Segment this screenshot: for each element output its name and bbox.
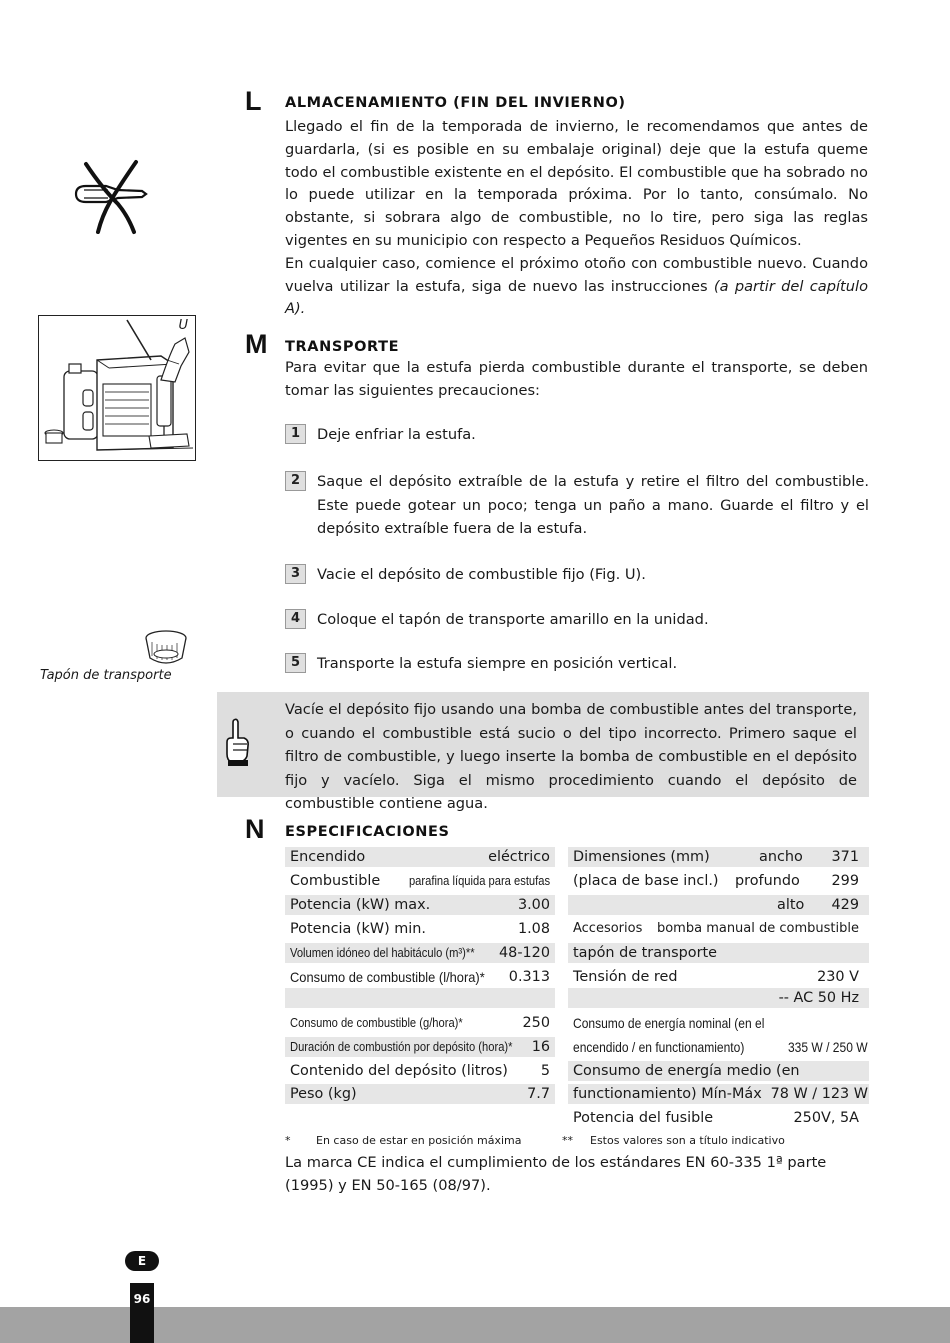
spec-row-fusible: [568, 1108, 869, 1128]
spec-value: [775, 1037, 868, 1058]
transport-cap-caption: Tapón de transporte: [40, 668, 172, 683]
spec-sublabel: profundo: [735, 873, 800, 889]
spec-row-medio: [568, 1061, 869, 1081]
step-text: Coloque el tapón de transporte amarillo en la unidad.: [317, 611, 709, 628]
spec-row-medio-2: [568, 1084, 869, 1104]
spec-label: Tensión de red: [573, 969, 678, 985]
spec-label-text: Consumo de combustible (l/hora)*: [290, 969, 485, 985]
spec-label: Potencia (kW) max.: [290, 897, 431, 913]
footnote-1-mark: *: [285, 1134, 291, 1147]
page-number: 96: [133, 1292, 151, 1306]
spec-label: Potencia del fusible: [573, 1110, 714, 1126]
spec-sublabel: alto: [777, 897, 805, 913]
spec-sublabel: ancho: [759, 849, 803, 865]
section-l-paragraph: [285, 116, 868, 321]
footnote-2-mark: **: [562, 1134, 573, 1147]
spec-label-text: Volumen idóneo del habitáculo (m³)**: [290, 945, 475, 960]
spec-value: eléctrico: [488, 849, 550, 865]
step-text: Saque el depósito extraíble de la estufa y retire el filtro del combustible. Este puede gotear un poco; tenga un paño a mano. Guarde el filtro y el depósito extraíble fuera de la estufa.: [317, 473, 869, 537]
spec-row-tension: [568, 967, 869, 987]
footnote-2: Estos valores son a título indicativo: [590, 1134, 785, 1147]
section-m-title: TRANSPORTE: [285, 339, 400, 355]
step-text: Deje enfriar la estufa.: [317, 426, 476, 443]
spec-value: 78 W / 123 W: [770, 1086, 868, 1102]
spec-row-consumo-l: [285, 967, 555, 987]
step-text: Vacie el depósito de combustible fijo (Fig. U).: [317, 566, 646, 583]
section-m-letter: M: [245, 329, 268, 359]
spec-value: 48-120: [499, 945, 550, 961]
spec-value: 0.313: [508, 969, 550, 985]
spec-value: 250: [522, 1015, 550, 1031]
spec-label: Potencia (kW) min.: [290, 921, 426, 937]
section-l-paragraph-text: Llegado el fin de la temporada de invierno, le recomendamos que antes de guardarla, (si es posible en su embalaje original) deje que la estufa queme todo el combustible existente en el depósito. El combustible que ha sobrado no lo puede utilizar en la temporada próxima. Por lo tanto, consúmalo. No obstante, si sobrara algo de combustible, no lo tire, pero siga las reglas vigentes en su municipio con respecto a Pequeños Residuos Químicos.: [285, 118, 868, 249]
spec-label: tapón de transporte: [573, 945, 718, 961]
spec-value: 250V, 5A: [793, 1110, 859, 1126]
spec-row-accesorios: [568, 919, 869, 939]
section-l-paragraph2-text: En cualquier caso, comience el próximo otoño con combustible nuevo. Cuando vuelva utilizar la estufa, siga de nuevo las instrucciones: [285, 254, 868, 295]
spec-label-text: Consumo de combustible (g/hora)*: [290, 1015, 463, 1030]
section-l-title: ALMACENAMIENTO (FIN DEL INVIERNO): [285, 95, 626, 111]
spec-label: [573, 1037, 772, 1058]
spec-label: [290, 1013, 491, 1033]
transport-cap-icon: [142, 628, 190, 670]
step-number: 3: [285, 564, 306, 584]
spec-label: Encendido: [290, 849, 366, 865]
spec-value: bomba manual de combustible: [656, 921, 859, 936]
page-number-tab: [130, 1283, 154, 1343]
spec-label: [290, 1037, 549, 1057]
spec-label: functionamiento) Mín-Máx: [573, 1086, 762, 1102]
section-l-paragraph2-italic: (a partir del capítulo A).: [285, 277, 869, 318]
heater-drain-illustration: [39, 316, 194, 459]
spec-row-encendido: [285, 847, 555, 867]
figure-u: [38, 315, 196, 461]
spec-label: [290, 943, 505, 963]
spec-value: 299: [831, 873, 859, 889]
spec-row-tension-ac: [568, 988, 869, 1008]
figure-u-label: U: [178, 318, 188, 333]
warning-note: [217, 692, 869, 813]
step-number: 1: [285, 424, 306, 444]
spec-label: Dimensiones (mm): [573, 849, 710, 865]
step-text: Transporte la estufa siempre en posición vertical.: [317, 655, 678, 672]
spec-label: Consumo de energía medio (en: [573, 1063, 800, 1079]
section-n-title: ESPECIFICACIONES: [285, 824, 450, 840]
spec-label: Peso (kg): [290, 1086, 357, 1102]
section-l-letter: L: [245, 86, 262, 116]
spec-row-duracion: [285, 1037, 555, 1057]
footnote-1: En caso de estar en posición máxima: [316, 1134, 522, 1147]
spec-row-nominal: [568, 1013, 869, 1033]
spec-label: (placa de base incl.): [573, 873, 719, 889]
spec-value: 371: [831, 849, 859, 865]
spec-row-peso: [285, 1084, 555, 1104]
spec-label-text: Consumo de energía nominal (en el: [573, 1015, 765, 1031]
no-tools-icon: [72, 158, 152, 236]
spec-value: 230 V: [817, 969, 859, 985]
spec-row-pot-min: [285, 919, 555, 939]
spec-row-alto: [568, 895, 869, 915]
spec-row-contenido: [285, 1061, 555, 1081]
spec-value: 3.00: [517, 897, 550, 913]
spec-row-volumen: [285, 943, 555, 963]
spec-value: 16: [531, 1039, 550, 1055]
step-number: 4: [285, 609, 306, 629]
spec-value: 7.7: [527, 1086, 550, 1102]
spec-row-pot-max: [285, 895, 555, 915]
spec-value-text: parafina líquida para estufas: [408, 873, 550, 888]
spec-row-nominal-2: [568, 1037, 869, 1057]
spec-label-text: encendido / en functionamiento): [573, 1039, 745, 1055]
section-m-intro: Para evitar que la estufa pierda combustible durante el transporte, se deben tomar las siguientes precauciones:: [285, 359, 868, 399]
spec-value: 429: [831, 897, 859, 913]
spec-row-consumo-g: [285, 1013, 555, 1033]
spec-row-tapon: [568, 943, 869, 963]
spec-row-combustible: [285, 871, 555, 891]
step-number: 5: [285, 653, 306, 673]
spec-label: Accesorios: [573, 921, 643, 936]
section-n-letter: N: [245, 814, 265, 844]
spec-label: Contenido del depósito (litros): [290, 1063, 508, 1079]
pointing-hand-icon: [225, 718, 251, 766]
spec-value-text: 335 W / 250 W: [788, 1039, 868, 1055]
spec-value: 5: [540, 1063, 550, 1079]
spec-label: Combustible: [290, 873, 381, 889]
ce-compliance-text: La marca CE indica el cumplimiento de los estándares EN 60-335 1ª parte (1995) y EN 50-165 (08/97).: [285, 1154, 827, 1194]
spec-value: -- AC 50 Hz: [778, 990, 859, 1006]
warning-note-text: Vacíe el depósito fijo usando una bomba de combustible antes del transporte, o cuando el combustible está sucio o del tipo incorrecto. Primero saque el filtro de combustible, y luego inserte la bomba de combustible en el depósito fijo y vacíelo. Siga el mismo procedimiento cuando el depósito de combustible contiene agua.: [285, 701, 857, 813]
language-badge: E: [125, 1251, 159, 1271]
spec-row-placa: [568, 871, 869, 891]
spec-value: 1.08: [517, 921, 550, 937]
spec-row-dimensiones: [568, 847, 869, 867]
step-number: 2: [285, 471, 306, 491]
spec-value: [386, 871, 550, 891]
spec-label: [290, 967, 502, 988]
spec-row-blank: [285, 988, 555, 1008]
spec-label: [573, 1013, 796, 1034]
spec-label-text: Duración de combustión por depósito (hora)*: [290, 1039, 513, 1054]
